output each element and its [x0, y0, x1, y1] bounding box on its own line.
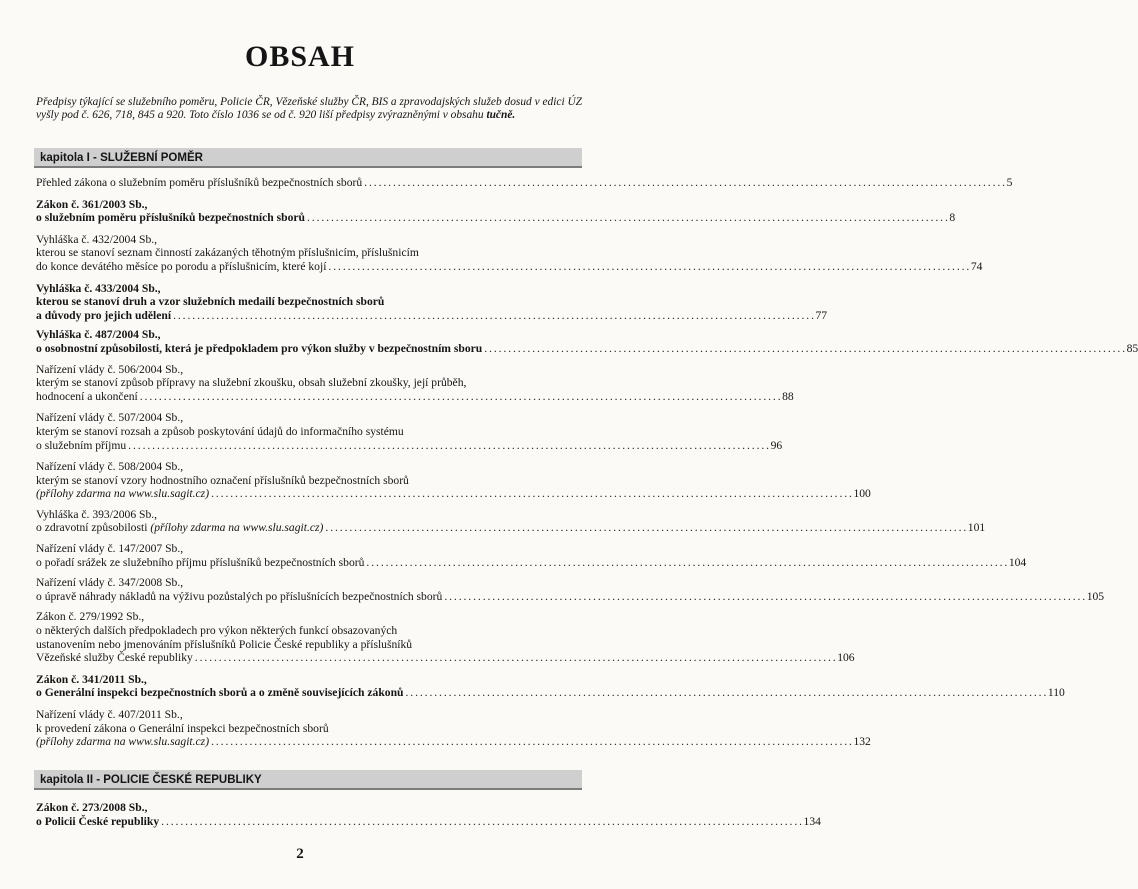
intro-text: Předpisy týkající se služebního poměru, Policie ČR, Vězeňské služby ČR, BIS a zpravodajských služeb dosud v edici ÚZ vyšly pod č. 626, 718, 845 a 920. Toto číslo 1036 se od č. 920 liší předpisy zvýrazněnými v obsahu [36, 96, 583, 122]
chapter-heading-2: kapitola II - POLICIE ČESKÉ REPUBLIKY [34, 770, 582, 790]
toc-page-number: 110 [1047, 686, 1065, 700]
toc-entry-description: a důvody pro jejich udělení [36, 308, 172, 322]
toc-entry-description: o Generální inspekci bezpečnostních sborů a o změně souvisejících zákonů [36, 686, 404, 700]
toc-entry-last-line [36, 176, 1013, 190]
toc-entry-description: (přílohy zdarma na www.slu.sagit.cz) [36, 487, 210, 501]
toc-entry [36, 576, 1105, 603]
toc-page-number: 5 [1006, 176, 1013, 189]
toc-page-number: 77 [815, 308, 828, 322]
toc-entry-description: do konce devátého měsíce po porodu a příslušnicím, které kojí [36, 259, 327, 273]
toc-entry-description: o služebním poměru příslušníků bezpečnostních sborů [36, 211, 305, 225]
toc-entry-title: Vyhláška č. 433/2004 Sb., [36, 281, 161, 295]
dot-leader [405, 686, 1045, 699]
page-number: 2 [296, 846, 304, 862]
toc-entry-last-line [36, 308, 828, 323]
toc-entry-title: Zákon č. 361/2003 Sb., [36, 197, 148, 211]
toc-entry-description: kterou se stanoví seznam činností zakázaných těhotným příslušnicím, příslušnicím [36, 246, 419, 260]
toc-entry-last-line [36, 521, 986, 535]
toc-entry [36, 542, 1027, 569]
toc-entry-last-line [36, 651, 855, 665]
toc-entry [36, 176, 1013, 190]
toc-entry-description: kterou se stanoví druh a vzor služebních medailí bezpečnostních sborů [36, 295, 385, 309]
toc-entry [36, 232, 983, 274]
toc-entry-last-line [36, 686, 1065, 700]
toc-entry-title: Nařízení vlády č. 507/2004 Sb., [36, 411, 184, 425]
toc-entry-title: Nařízení vlády č. 147/2007 Sb., [36, 542, 184, 556]
toc-entry-title: Nařízení vlády č. 506/2004 Sb., [36, 362, 184, 376]
dot-leader [173, 309, 813, 322]
dot-leader [211, 487, 851, 500]
toc-entry-description: kterým se stanoví způsob přípravy na služební zkoušku, obsah služební zkoušky, její průběh, [36, 376, 467, 390]
toc-entry-last-line [36, 814, 821, 829]
toc-entry-title: Nařízení vlády č. 508/2004 Sb., [36, 460, 184, 474]
toc-page-number: 101 [967, 521, 986, 535]
toc-entry-last-line [36, 555, 1027, 570]
toc-page-number: 100 [853, 487, 871, 501]
toc-page-number: 74 [970, 259, 983, 273]
dot-leader [444, 590, 1084, 603]
toc-entry-description: hodnocení a ukončení [36, 389, 138, 403]
dot-leader [128, 439, 768, 452]
toc-page-number: 88 [782, 389, 794, 403]
chapter-heading-1: kapitola I - SLUŽEBNÍ POMĚR [34, 148, 582, 168]
toc-entry-description [36, 521, 323, 534]
toc-entry-last-line [36, 735, 871, 749]
chapter-2-entries [36, 801, 821, 828]
toc-entry-last-line [36, 589, 1105, 604]
toc-page-number: 105 [1086, 589, 1105, 603]
chapter-1-entries [36, 176, 1138, 749]
dot-leader [484, 342, 1124, 355]
toc-entry [36, 281, 828, 323]
toc-entry-description: kterým se stanoví vzory hodnostního označení příslušníků bezpečnostních sborů [36, 473, 409, 487]
toc-entry [36, 460, 871, 501]
toc-entry-title: Nařízení vlády č. 407/2011 Sb., [36, 708, 183, 721]
toc-entry-description: o pořadí srážek ze služebního příjmu příslušníků bezpečnostních sborů [36, 555, 365, 569]
toc-entry [36, 801, 821, 828]
toc-entry-last-line [36, 487, 871, 501]
intro-emphasis: tučně. [486, 109, 516, 122]
toc-entry [36, 708, 871, 749]
dot-leader [211, 735, 851, 748]
toc-entry-description: kterým se stanoví rozsah a způsob poskytování údajů do informačního systému [36, 424, 404, 438]
toc-entry-last-line [36, 389, 794, 404]
toc-entry-title: Nařízení vlády č. 347/2008 Sb., [36, 576, 184, 590]
toc-entry-title: Zákon č. 279/1992 Sb., [36, 610, 145, 624]
intro-paragraph [36, 96, 584, 123]
dot-leader [325, 521, 965, 534]
toc-entry-description: o některých dalších předpokladech pro výkon některých funkcí obsazovaných [36, 624, 398, 638]
toc-page-number: 104 [1008, 555, 1027, 569]
toc-entry-last-line [36, 341, 1138, 356]
dot-leader [364, 176, 1004, 189]
toc-entry-title: Vyhláška č. 432/2004 Sb., [36, 232, 158, 246]
dot-leader [307, 211, 947, 224]
toc-entry-description: (přílohy zdarma na www.slu.sagit.cz) [36, 735, 210, 749]
toc-entry [36, 362, 794, 404]
toc-entry [36, 610, 855, 665]
toc-entry-last-line [36, 438, 783, 453]
toc-entry [36, 507, 986, 535]
toc-page-number: 132 [853, 735, 871, 749]
toc-entry-description: o služebním příjmu [36, 438, 127, 452]
dot-leader [195, 651, 835, 664]
toc-entry-description: Vězeňské služby České republiky [36, 651, 193, 665]
toc-entry-title: Zákon č. 341/2011 Sb., [36, 672, 147, 686]
dot-leader [366, 556, 1006, 569]
toc-entry-title: Vyhláška č. 393/2006 Sb., [36, 507, 158, 521]
toc-entry-last-line [36, 259, 983, 274]
toc-entry-title: Zákon č. 273/2008 Sb., [36, 801, 148, 814]
toc-page-number: 106 [837, 651, 855, 665]
toc-entry-description: ustanovením nebo jmenováním příslušníků Policie České republiky a příslušníků [36, 637, 413, 651]
dot-leader [161, 815, 801, 828]
toc-page-number: 85 [1126, 341, 1138, 355]
toc-entry-description: o osobnostní způsobilosti, která je předpokladem pro výkon služby v bezpečnostním sboru [36, 341, 483, 355]
toc-entry-text: o zdravotní způsobilosti [36, 521, 151, 535]
toc-entry-title: Vyhláška č. 487/2004 Sb., [36, 328, 161, 342]
page-title: OBSAH [244, 40, 356, 73]
dot-leader [140, 390, 780, 403]
toc-page-number: 134 [803, 814, 821, 828]
toc-entry-title: Přehled zákona o služebním poměru příslušníků bezpečnostních sborů [36, 176, 363, 189]
toc-entry-last-line [36, 211, 956, 225]
dot-leader [328, 260, 968, 273]
toc-entry-description: o Policii České republiky [36, 814, 160, 828]
toc-entry-note: (přílohy zdarma na www.slu.sagit.cz) [150, 521, 324, 535]
toc-entry [36, 672, 1065, 700]
toc-page-number: 96 [770, 438, 783, 452]
toc-entry [36, 197, 956, 225]
toc-entry-description: o úpravě náhrady nákladů na výživu pozůstalých po příslušnících bezpečnostních sborů [36, 589, 443, 603]
toc-entry [36, 411, 783, 452]
toc-entry-description: k provedení zákona o Generální inspekci bezpečnostních sborů [36, 721, 329, 735]
toc-entry [36, 328, 1138, 355]
toc-page-number: 8 [949, 211, 956, 225]
